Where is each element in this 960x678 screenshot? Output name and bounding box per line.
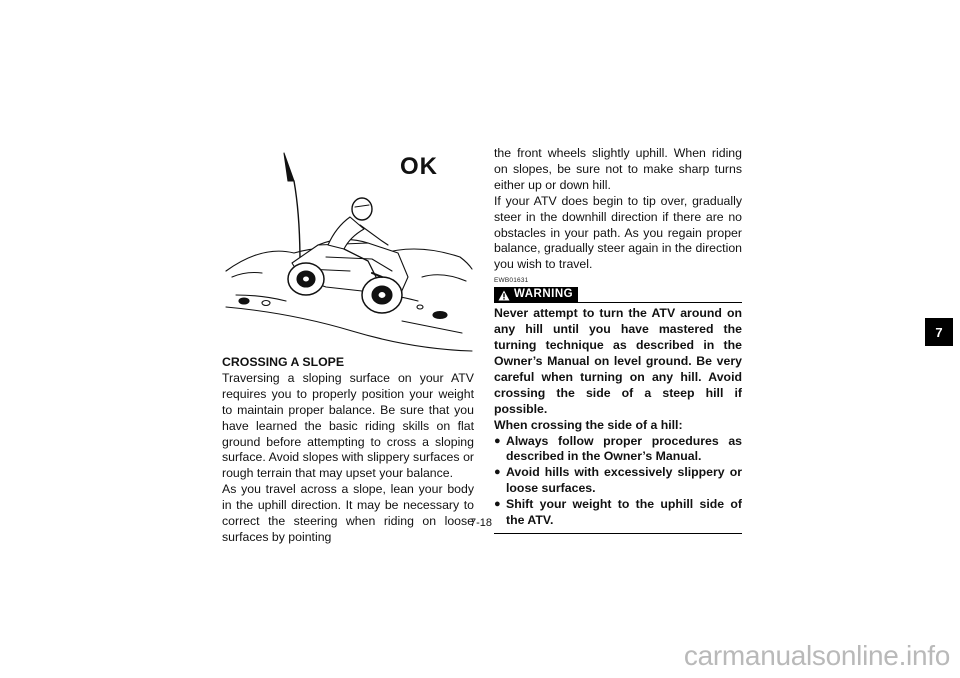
bullet-icon: ●	[494, 434, 501, 447]
list-item: ● Always follow proper procedures as described in the Owner’s Manual.	[494, 433, 742, 464]
warning-list	[494, 434, 742, 529]
section-heading: CROSSING A SLOPE	[222, 355, 345, 369]
paragraph: If your ATV does begin to tip over, gradually steer in the downhill direction if there are no obstacles in your path. As you regain proper balance, gradually steer again in the direction you wish to travel.	[494, 193, 742, 272]
list-item: ● Avoid hills with excessively slippery or loose surfaces.	[494, 465, 742, 496]
ok-label: OK	[400, 153, 438, 180]
watermark: carmanualsonline.info	[683, 640, 950, 671]
warning-code: EWB01631	[494, 277, 529, 285]
chapter-tab: 7	[925, 318, 953, 346]
warning-body	[494, 306, 742, 529]
bullet-icon: ●	[494, 498, 501, 511]
divider	[578, 302, 742, 303]
paragraph: As you travel across a slope, lean your body in the uphill direction. It may be necessary to correct the steering when riding on loose surfaces by pointing	[222, 482, 474, 544]
divider	[494, 533, 742, 534]
warning-text: Never attempt to turn the ATV around on any hill until you have mastered the turning technique as described in the Owner’s Manual on level ground. Be very careful when turning on any hill. Avoid crossing the side of a steep hill if possible.	[494, 306, 742, 416]
paragraph: Traversing a sloping surface on your ATV requires you to properly position your weight to maintain proper balance. Be sure that you have learned the basic riding skills on flat ground before attempting to cross a sloping surface. Avoid slopes with slippery surfaces or rough terrain that may upset your balance.	[222, 370, 474, 481]
right-column	[494, 146, 742, 534]
page-number: 7-18	[470, 517, 493, 529]
warning-subheading: When crossing the side of a hill:	[494, 417, 683, 432]
warning-header	[494, 287, 742, 303]
warning-label: WARNING	[514, 288, 574, 301]
list-item: ● Shift your weight to the uphill side of the ATV.	[494, 497, 742, 528]
paragraph: the front wheels slightly uphill. When riding on slopes, be sure not to make sharp turns either up or down hill.	[494, 146, 742, 192]
left-column	[222, 355, 474, 546]
warning-triangle-icon	[498, 290, 510, 301]
bullet-icon: ●	[494, 466, 501, 479]
warning-badge	[494, 287, 578, 303]
